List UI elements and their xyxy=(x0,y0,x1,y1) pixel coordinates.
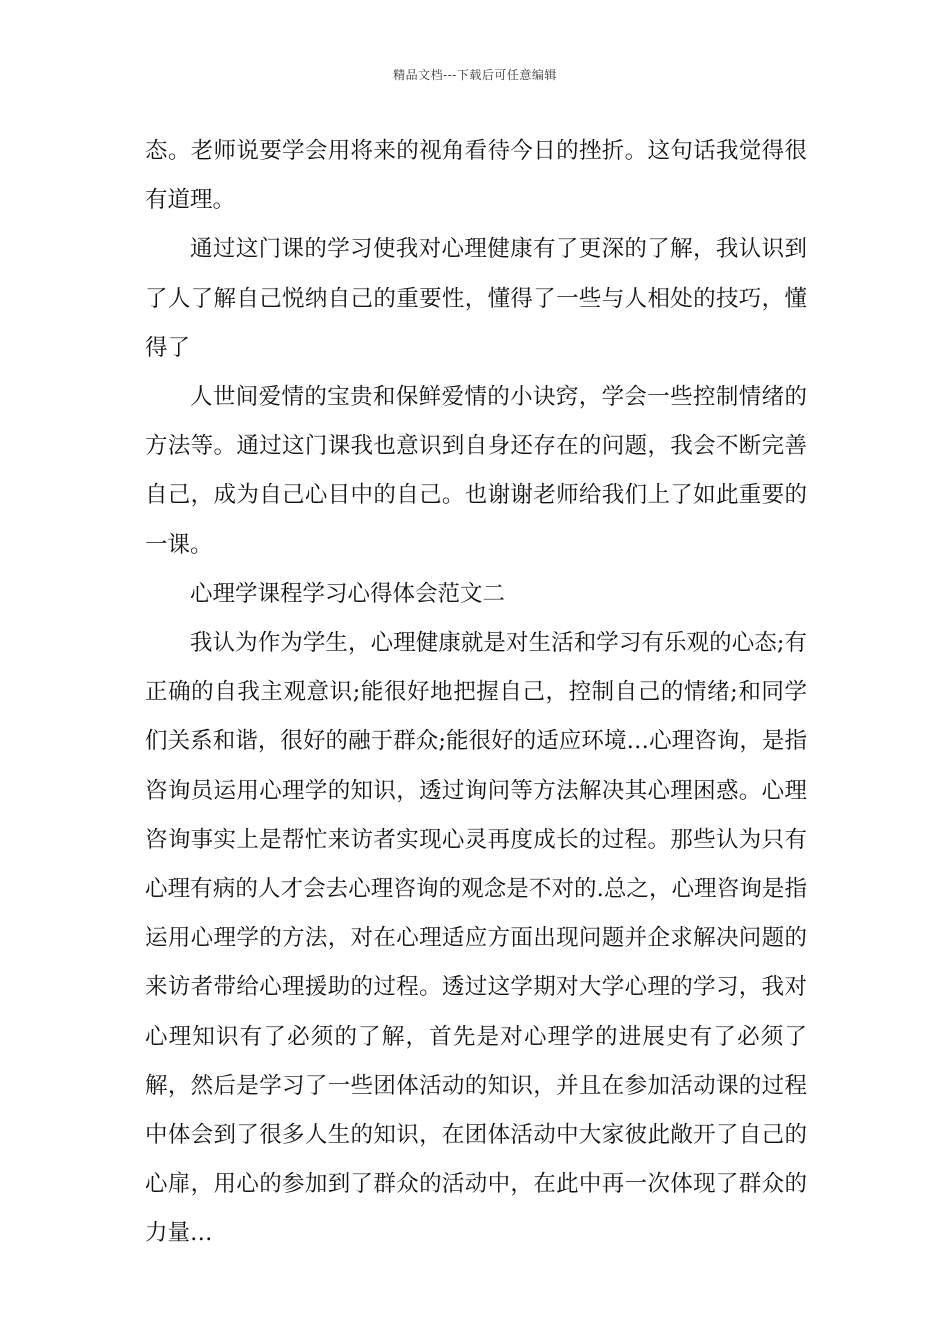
paragraph-2: 通过这门课的学习使我对心理健康有了更深的了解，我认识到了人了解自己悦纳自己的重要性，懂得了一些与人相处的技巧，懂得了 xyxy=(145,236,807,361)
page-header: 精品文档---下载后可任意编辑 xyxy=(393,68,557,82)
paragraph-1: 态。老师说要学会用将来的视角看待今日的挫折。这句话我觉得很有道理。 xyxy=(145,138,807,214)
paragraph-3: 人世间爱情的宝贵和保鲜爱情的小诀窍，学会一些控制情绪的方法等。通过这门课我也意识到自身还存在的问题，我会不断完善自己，成为自己心目中的自己。也谢谢老师给我们上了如此重要的一课。 xyxy=(145,384,807,558)
document-body xyxy=(145,127,807,1259)
paragraph-4: 我认为作为学生，心理健康就是对生活和学习有乐观的心态;有正确的自我主观意识;能很好地把握自己，控制自己的情绪;和同学们关系和谐，很好的融于群众;能很好的适应环境…心理咨询，是指咨询员运用心理学的知识，透过询问等方法解决其心理困惑。心理咨询事实上是帮忙来访者实现心灵再度成长的过程。那些认为只有心理有病的人才会去心理咨询的观念是不对的.总之，心理咨询是指运用心理学的方法，对在心理适应方面出现问题并企求解决问题的来访者带给心理援助的过程。透过这学期对大学心理的学习，我对心理知识有了必须的了解，首先是对心理学的进展史有了必须了解，然后是学习了一些团体活动的知识，并且在参加活动课的过程中体会到了很多人生的知识，在团体活动中大家彼此敞开了自己的心扉，用心的参加到了群众的活动中，在此中再一次体现了群众的力量… xyxy=(145,630,807,1247)
section-heading: 心理学课程学习心得体会范文二 xyxy=(190,580,506,607)
